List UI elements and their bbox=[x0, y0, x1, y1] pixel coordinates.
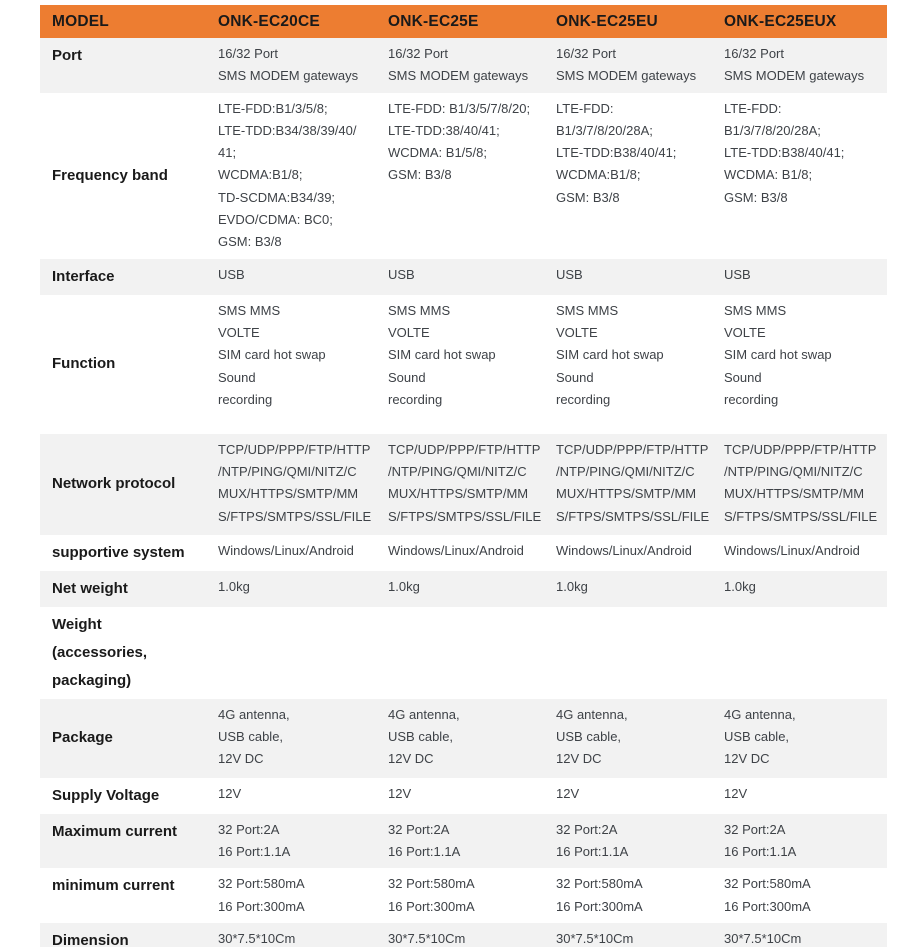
spec-cell bbox=[716, 259, 887, 295]
spec-cell bbox=[380, 571, 548, 607]
spec-value-line: S/FTPS/SMTPS/SSL/FILE bbox=[556, 508, 710, 524]
header-row bbox=[40, 5, 887, 38]
spec-value-line: Windows/Linux/Android bbox=[556, 542, 692, 558]
spec-value-line: MUX/HTTPS/SMTP/MM bbox=[556, 486, 697, 502]
spec-value-line: SMS MMS bbox=[218, 302, 281, 318]
spec-value-line: 1.0kg bbox=[218, 578, 250, 594]
row-label-line: Weight bbox=[52, 615, 102, 633]
spec-cell bbox=[210, 259, 380, 295]
header-cell-onk-ec25eu: ONK-EC25EU bbox=[548, 5, 716, 38]
spec-value-line: SIM card hot swap bbox=[556, 347, 664, 363]
spec-cell bbox=[380, 295, 548, 434]
spec-value-line: SIM card hot swap bbox=[218, 347, 326, 363]
spec-value-line: 30*7.5*10Cm bbox=[218, 930, 296, 946]
spec-cell bbox=[716, 535, 887, 571]
spec-value-line: 32 Port:2A bbox=[556, 821, 618, 837]
spec-cell bbox=[210, 571, 380, 607]
spec-cell bbox=[716, 778, 887, 814]
row-label bbox=[40, 778, 210, 814]
row-label-line: Package bbox=[52, 729, 113, 747]
spec-cell bbox=[716, 607, 887, 699]
header-cell-model: MODEL bbox=[40, 5, 210, 38]
spec-cell bbox=[716, 295, 887, 434]
spec-cell bbox=[548, 535, 716, 571]
row-label-line: minimum current bbox=[52, 877, 175, 895]
spec-value-line: SIM card hot swap bbox=[724, 347, 832, 363]
spec-value-line: 16/32 Port bbox=[218, 46, 278, 61]
spec-value-line: LTE-FDD: B1/3/5/7/8/20; bbox=[388, 100, 531, 116]
spec-value-line: B1/3/7/8/20/28A; bbox=[556, 122, 653, 138]
spec-value-line: SMS MODEM gateways bbox=[218, 68, 359, 84]
spec-value-line: LTE-FDD: bbox=[556, 100, 614, 116]
table-row bbox=[40, 93, 887, 259]
row-label bbox=[40, 607, 210, 699]
spec-value-line: recording bbox=[556, 391, 611, 407]
spec-value-line: S/FTPS/SMTPS/SSL/FILE bbox=[724, 508, 878, 524]
spec-value-line: 32 Port:580mA bbox=[388, 876, 475, 892]
row-label-line: Function bbox=[52, 355, 116, 373]
table-row bbox=[40, 923, 887, 947]
spec-value-line: MUX/HTTPS/SMTP/MM bbox=[218, 486, 359, 502]
spec-value-line: LTE-TDD:B38/40/41; bbox=[556, 145, 677, 161]
spec-value-line: 4G antenna, bbox=[388, 706, 460, 722]
table-row bbox=[40, 38, 887, 93]
table-row bbox=[40, 607, 887, 699]
spec-cell bbox=[210, 434, 380, 535]
spec-value-line: 16 Port:1.1A bbox=[556, 843, 629, 859]
spec-value-line: Sound bbox=[556, 369, 594, 385]
spec-cell bbox=[210, 93, 380, 259]
spec-value-line: 16 Port:1.1A bbox=[388, 843, 461, 859]
spec-value-line: 16 Port:300mA bbox=[556, 898, 643, 914]
spec-value-line: SMS MMS bbox=[724, 302, 787, 318]
spec-cell bbox=[210, 699, 380, 778]
spec-cell bbox=[548, 434, 716, 535]
spec-value-line: 30*7.5*10Cm bbox=[556, 930, 634, 946]
spec-value-line: SMS MODEM gateways bbox=[388, 68, 529, 84]
row-label-line: Network protocol bbox=[52, 475, 176, 493]
spec-cell bbox=[548, 699, 716, 778]
spec-cell bbox=[548, 259, 716, 295]
spec-value-line: 32 Port:580mA bbox=[724, 876, 811, 892]
spec-cell bbox=[210, 607, 380, 699]
spec-cell bbox=[380, 778, 548, 814]
spec-cell bbox=[210, 814, 380, 869]
spec-cell bbox=[548, 868, 716, 923]
spec-value-line: WCDMA: B1/5/8; bbox=[388, 145, 487, 161]
spec-value-line: 32 Port:2A bbox=[218, 821, 280, 837]
row-label bbox=[40, 93, 210, 259]
spec-table bbox=[40, 5, 887, 947]
spec-value-line: 32 Port:580mA bbox=[218, 876, 305, 892]
spec-cell bbox=[548, 295, 716, 434]
spec-value-line: SMS MMS bbox=[388, 302, 451, 318]
spec-cell bbox=[548, 778, 716, 814]
spec-value-line: SMS MODEM gateways bbox=[556, 68, 697, 84]
spec-value-line: TD-SCDMA:B34/39; bbox=[218, 189, 336, 205]
spec-cell bbox=[548, 571, 716, 607]
row-label-line: Dimension bbox=[52, 931, 129, 947]
row-label-line: Supply Voltage bbox=[52, 786, 160, 804]
row-label-line: supportive system bbox=[52, 543, 185, 561]
spec-value-line: LTE-FDD:B1/3/5/8; bbox=[218, 100, 328, 116]
row-label bbox=[40, 295, 210, 434]
spec-cell bbox=[716, 699, 887, 778]
header-cell-onk-ec25e: ONK-EC25E bbox=[380, 5, 548, 38]
spec-value-line: Sound bbox=[218, 369, 256, 385]
spec-value-line: WCDMA:B1/8; bbox=[218, 167, 303, 183]
spec-value-line: USB bbox=[556, 266, 583, 282]
spec-cell bbox=[380, 93, 548, 259]
spec-value-line: 12V DC bbox=[218, 751, 264, 767]
spec-value-line: 16 Port:300mA bbox=[724, 898, 811, 914]
spec-value-line: 12V bbox=[388, 785, 412, 801]
table-row bbox=[40, 571, 887, 607]
spec-value-line: 16 Port:1.1A bbox=[724, 843, 797, 859]
row-label-line: packaging) bbox=[52, 671, 132, 689]
row-label bbox=[40, 259, 210, 295]
spec-value-line: GSM: B3/8 bbox=[724, 189, 788, 205]
spec-value-line: 12V bbox=[724, 785, 748, 801]
spec-value-line: 32 Port:2A bbox=[724, 821, 786, 837]
spec-cell bbox=[716, 38, 887, 93]
spec-cell bbox=[548, 93, 716, 259]
spec-cell bbox=[380, 607, 548, 699]
spec-cell bbox=[716, 814, 887, 869]
spec-cell bbox=[210, 923, 380, 947]
spec-value-line: 1.0kg bbox=[556, 578, 588, 594]
spec-value-line: VOLTE bbox=[388, 324, 430, 340]
spec-value-line: TCP/UDP/PPP/FTP/HTTP bbox=[556, 441, 709, 457]
spec-cell bbox=[716, 93, 887, 259]
row-label bbox=[40, 571, 210, 607]
spec-value-line: /NTP/PING/QMI/NITZ/C bbox=[388, 463, 527, 479]
spec-cell bbox=[548, 38, 716, 93]
spec-value-line: USB bbox=[388, 266, 415, 282]
spec-value-line: SIM card hot swap bbox=[388, 347, 496, 363]
spec-value-line: 1.0kg bbox=[388, 578, 420, 594]
row-label bbox=[40, 814, 210, 869]
spec-cell bbox=[210, 868, 380, 923]
spec-value-line: S/FTPS/SMTPS/SSL/FILE bbox=[218, 508, 372, 524]
header-cell-onk-ec20ce: ONK-EC20CE bbox=[210, 5, 380, 38]
spec-value-line: EVDO/CDMA: BC0; bbox=[218, 212, 333, 228]
spec-value-line: GSM: B3/8 bbox=[388, 167, 452, 183]
spec-value-line: recording bbox=[724, 391, 779, 407]
row-label bbox=[40, 699, 210, 778]
row-label bbox=[40, 535, 210, 571]
spec-value-line: USB bbox=[724, 266, 751, 282]
spec-value-line: Windows/Linux/Android bbox=[218, 542, 354, 558]
spec-value-line: SMS MMS bbox=[556, 302, 619, 318]
spec-value-line: WCDMA:B1/8; bbox=[556, 167, 641, 183]
spec-value-line: recording bbox=[388, 391, 443, 407]
spec-value-line: 4G antenna, bbox=[556, 706, 628, 722]
spec-value-line: MUX/HTTPS/SMTP/MM bbox=[724, 486, 865, 502]
spec-value-line: MUX/HTTPS/SMTP/MM bbox=[388, 486, 529, 502]
header-cell-onk-ec25eux: ONK-EC25EUX bbox=[716, 5, 887, 38]
spec-cell bbox=[380, 814, 548, 869]
table-row bbox=[40, 259, 887, 295]
spec-cell bbox=[548, 607, 716, 699]
spec-value-line: USB cable, bbox=[724, 728, 790, 744]
spec-cell bbox=[380, 535, 548, 571]
table-row bbox=[40, 434, 887, 535]
spec-value-line: 4G antenna, bbox=[218, 706, 290, 722]
spec-cell bbox=[210, 778, 380, 814]
spec-cell bbox=[548, 923, 716, 947]
spec-value-line: /NTP/PING/QMI/NITZ/C bbox=[724, 463, 863, 479]
spec-value-line: VOLTE bbox=[724, 324, 766, 340]
table-row bbox=[40, 814, 887, 869]
spec-value-line: Windows/Linux/Android bbox=[724, 542, 860, 558]
spec-value-line: 16/32 Port bbox=[556, 46, 616, 61]
spec-value-line: recording bbox=[218, 391, 273, 407]
spec-value-line: USB cable, bbox=[388, 728, 454, 744]
spec-value-line: TCP/UDP/PPP/FTP/HTTP bbox=[388, 441, 541, 457]
row-label-line: Frequency band bbox=[52, 166, 168, 184]
spec-cell bbox=[380, 699, 548, 778]
spec-value-line: TCP/UDP/PPP/FTP/HTTP bbox=[724, 441, 877, 457]
spec-cell bbox=[716, 434, 887, 535]
spec-value-line: GSM: B3/8 bbox=[556, 189, 620, 205]
row-label bbox=[40, 868, 210, 923]
spec-value-line: 12V DC bbox=[388, 751, 434, 767]
spec-value-line: 12V DC bbox=[724, 751, 770, 767]
spec-value-line: USB cable, bbox=[556, 728, 622, 744]
spec-value-line: USB bbox=[218, 266, 245, 282]
row-label bbox=[40, 434, 210, 535]
spec-cell bbox=[210, 535, 380, 571]
spec-cell bbox=[210, 38, 380, 93]
spec-cell bbox=[716, 868, 887, 923]
spec-value-line: 30*7.5*10Cm bbox=[388, 930, 466, 946]
spec-value-line: Sound bbox=[724, 369, 762, 385]
spec-value-line: /NTP/PING/QMI/NITZ/C bbox=[556, 463, 695, 479]
table-row bbox=[40, 699, 887, 778]
spec-value-line: 12V bbox=[556, 785, 580, 801]
spec-value-line: SMS MODEM gateways bbox=[724, 68, 865, 84]
spec-cell bbox=[716, 923, 887, 947]
spec-cell bbox=[380, 923, 548, 947]
spec-value-line: 30*7.5*10Cm bbox=[724, 930, 802, 946]
row-label-line: Port bbox=[52, 47, 82, 64]
spec-cell bbox=[548, 814, 716, 869]
spec-value-line: VOLTE bbox=[556, 324, 598, 340]
spec-value-line: B1/3/7/8/20/28A; bbox=[724, 122, 821, 138]
spec-cell bbox=[380, 259, 548, 295]
spec-value-line: LTE-TDD:B38/40/41; bbox=[724, 145, 845, 161]
table-row bbox=[40, 778, 887, 814]
spec-value-line: LTE-FDD: bbox=[724, 100, 782, 116]
row-label-line: (accessories, bbox=[52, 643, 148, 661]
table-row bbox=[40, 868, 887, 923]
spec-value-line: 32 Port:580mA bbox=[556, 876, 643, 892]
spec-value-line: LTE-TDD:B34/38/39/40/ bbox=[218, 122, 357, 138]
spec-value-line: 32 Port:2A bbox=[388, 821, 450, 837]
row-label bbox=[40, 923, 210, 947]
row-label-line: Net weight bbox=[52, 579, 128, 597]
spec-cell bbox=[380, 868, 548, 923]
spec-value-line: Sound bbox=[388, 369, 426, 385]
spec-value-line: /NTP/PING/QMI/NITZ/C bbox=[218, 463, 357, 479]
spec-value-line: 4G antenna, bbox=[724, 706, 796, 722]
spec-cell bbox=[210, 295, 380, 434]
spec-value-line: USB cable, bbox=[218, 728, 284, 744]
spec-value-line: 16/32 Port bbox=[388, 46, 448, 61]
spec-value-line: 16 Port:300mA bbox=[388, 898, 475, 914]
spec-cell bbox=[380, 38, 548, 93]
table-row bbox=[40, 295, 887, 434]
spec-value-line: S/FTPS/SMTPS/SSL/FILE bbox=[388, 508, 542, 524]
spec-value-line: LTE-TDD:38/40/41; bbox=[388, 122, 500, 138]
spec-value-line: 16 Port:300mA bbox=[218, 898, 305, 914]
spec-value-line: 16/32 Port bbox=[724, 46, 784, 61]
row-label bbox=[40, 38, 210, 93]
spec-cell bbox=[716, 571, 887, 607]
spec-value-line: GSM: B3/8 bbox=[218, 234, 282, 250]
row-label-line: Interface bbox=[52, 267, 115, 285]
table-row bbox=[40, 535, 887, 571]
spec-value-line: TCP/UDP/PPP/FTP/HTTP bbox=[218, 441, 371, 457]
row-label-line: Maximum current bbox=[52, 822, 178, 840]
spec-value-line: Windows/Linux/Android bbox=[388, 542, 524, 558]
spec-cell bbox=[380, 434, 548, 535]
spec-value-line: 16 Port:1.1A bbox=[218, 843, 291, 859]
spec-value-line: 41; bbox=[218, 145, 237, 161]
spec-value-line: 1.0kg bbox=[724, 578, 756, 594]
spec-value-line: VOLTE bbox=[218, 324, 260, 340]
spec-value-line: WCDMA: B1/8; bbox=[724, 167, 813, 183]
spec-value-line: 12V bbox=[218, 785, 242, 801]
spec-value-line: 12V DC bbox=[556, 751, 602, 767]
